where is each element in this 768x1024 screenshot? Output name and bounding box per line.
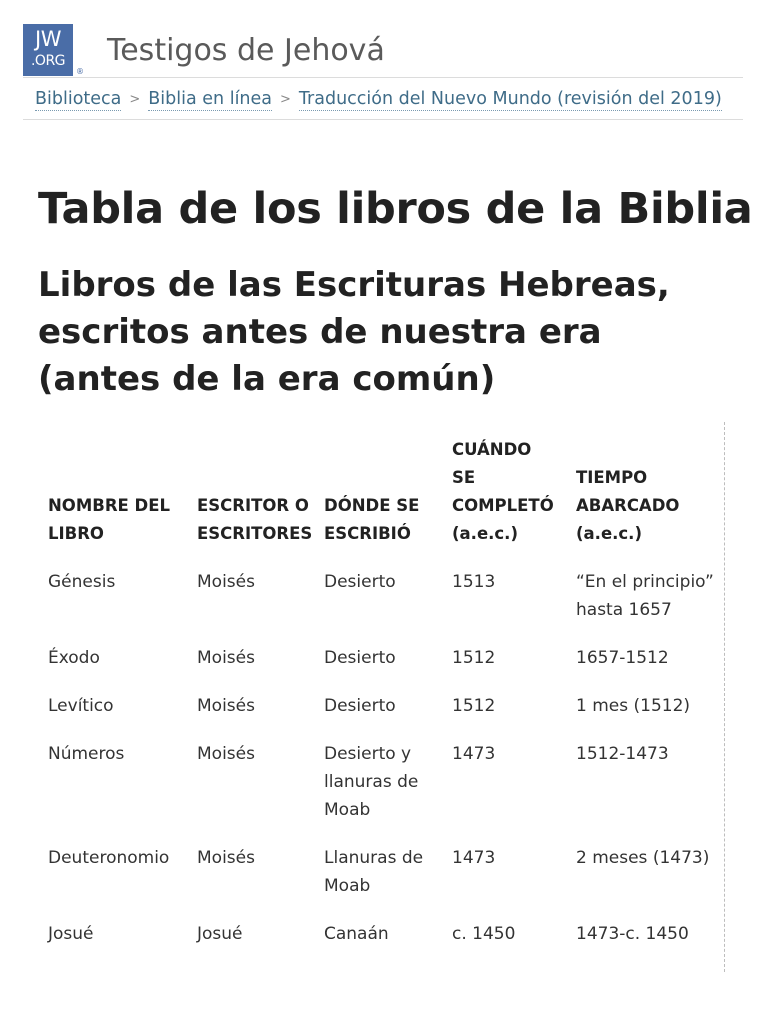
cell-text-line: Deuteronomio: [48, 848, 170, 868]
cell-text-line: llanuras de: [324, 772, 419, 792]
cell-writer: [197, 844, 324, 872]
header-text-line: CUÁNDO: [452, 440, 532, 459]
cell-completed: [452, 692, 576, 720]
cell-text-line: Moisés: [197, 572, 255, 592]
logo-text-jw: JW: [35, 27, 61, 51]
column-header-book-name: [48, 492, 197, 548]
cell-book-name: [48, 692, 197, 720]
breadcrumb: [35, 84, 722, 114]
header-text-line: TIEMPO: [576, 468, 648, 487]
header-text-line: ABARCADO: [576, 496, 680, 515]
cell-text-line: Levítico: [48, 696, 114, 716]
cell-writer: [197, 692, 324, 720]
header-text-line: SE: [452, 468, 476, 487]
cell-text-line: Moisés: [197, 848, 255, 868]
cell-time-covered: [576, 692, 720, 720]
cell-text-line: 1473: [452, 744, 496, 764]
site-title[interactable]: Testigos de Jehová: [107, 33, 385, 68]
breadcrumb-biblia-en-linea-link[interactable]: Biblia en línea: [148, 88, 273, 109]
cell-text-line: Moab: [324, 876, 371, 896]
cell-time-covered: [576, 568, 720, 624]
cell-text-line: Canaán: [324, 924, 389, 944]
cell-place-written: [324, 740, 452, 824]
cell-text-line: Desierto: [324, 572, 396, 592]
cell-text-line: 1473: [452, 848, 496, 868]
cell-text-line: 1512-1473: [576, 744, 669, 764]
jw-org-logo[interactable]: [23, 24, 73, 76]
cell-completed: [452, 740, 576, 768]
cell-text-line: Josué: [197, 924, 243, 944]
cell-writer: [197, 644, 324, 672]
cell-text-line: 1657-1512: [576, 648, 669, 668]
cell-text-line: 2 meses (1473): [576, 848, 710, 868]
cell-writer: [197, 920, 324, 948]
cell-time-covered: [576, 740, 720, 768]
cell-text-line: 1512: [452, 696, 496, 716]
cell-text-line: Moab: [324, 800, 371, 820]
cell-time-covered: [576, 844, 720, 872]
table-header-row: [48, 436, 720, 548]
header-text-line: ESCRITORES: [197, 524, 313, 543]
table-row: [48, 844, 720, 900]
logo-text-org: .ORG: [30, 53, 66, 69]
cell-text-line: Éxodo: [48, 648, 100, 668]
cell-completed: [452, 844, 576, 872]
cell-text-line: 1473-c. 1450: [576, 924, 689, 944]
chevron-right-icon: >: [280, 91, 291, 107]
cell-text-line: Desierto: [324, 648, 396, 668]
cell-time-covered: [576, 644, 720, 672]
cell-writer: [197, 740, 324, 768]
cell-book-name: [48, 644, 197, 672]
table-row: [48, 568, 720, 624]
cell-text-line: Moisés: [197, 696, 255, 716]
cell-time-covered: [576, 920, 720, 948]
cell-text-line: Josué: [48, 924, 94, 944]
cell-text-line: Desierto y: [324, 744, 412, 764]
cell-text-line: Génesis: [48, 572, 116, 592]
cell-place-written: [324, 644, 452, 672]
cell-place-written: [324, 844, 452, 900]
cell-text-line: Números: [48, 744, 125, 764]
header-text-line: NOMBRE DEL: [48, 496, 171, 515]
table-row: [48, 920, 720, 948]
cell-text-line: Moisés: [197, 648, 255, 668]
breadcrumb-traduccion-link[interactable]: Traducción del Nuevo Mundo (revisión del 2019): [298, 88, 722, 109]
cell-text-line: 1512: [452, 648, 496, 668]
header-text-line: ESCRITOR O: [197, 496, 309, 515]
column-header-completed: [452, 436, 576, 548]
header-text-line: (a.e.c.): [452, 524, 518, 543]
header-text-line: DÓNDE SE: [324, 496, 420, 515]
header-text-line: LIBRO: [48, 524, 104, 543]
section-heading: Libros de las Escrituras Hebreas, escritos antes de nuestra era (antes de la era común): [38, 265, 670, 399]
cell-place-written: [324, 568, 452, 596]
cell-completed: [452, 920, 576, 948]
cell-place-written: [324, 692, 452, 720]
site-header: [0, 0, 768, 78]
header-text-line: ESCRIBIÓ: [324, 524, 411, 543]
table-row: [48, 644, 720, 672]
table-row: [48, 740, 720, 824]
page-title: Tabla de los libros de la Biblia: [38, 184, 753, 234]
table-row: [48, 692, 720, 720]
column-header-writer: [197, 492, 324, 548]
books-table: [48, 436, 720, 968]
cell-writer: [197, 568, 324, 596]
header-text-line: (a.e.c.): [576, 524, 642, 543]
cell-text-line: “En el principio”: [576, 572, 714, 592]
chevron-right-icon: >: [129, 91, 141, 107]
cell-place-written: [324, 920, 452, 948]
breadcrumb-biblioteca-link[interactable]: Biblioteca: [35, 88, 122, 109]
cell-book-name: [48, 920, 197, 948]
cell-completed: [452, 644, 576, 672]
column-header-place-written: [324, 492, 452, 548]
column-header-time-covered: [576, 464, 720, 548]
cell-text-line: 1 mes (1512): [576, 696, 691, 716]
cell-text-line: hasta 1657: [576, 600, 672, 620]
cell-book-name: [48, 844, 197, 872]
header-text-line: COMPLETÓ: [452, 496, 554, 515]
cell-book-name: [48, 568, 197, 596]
cell-completed: [452, 568, 576, 596]
header-divider: [23, 77, 743, 78]
table-scroll-edge: [724, 422, 725, 972]
cell-text-line: c. 1450: [452, 924, 516, 944]
cell-text-line: 1513: [452, 572, 496, 592]
table-body: [48, 568, 720, 948]
cell-book-name: [48, 740, 197, 768]
cell-text-line: Moisés: [197, 744, 255, 764]
registered-mark: ®: [76, 67, 84, 76]
breadcrumb-divider: [23, 119, 743, 120]
cell-text-line: Llanuras de: [324, 848, 424, 868]
cell-text-line: Desierto: [324, 696, 396, 716]
